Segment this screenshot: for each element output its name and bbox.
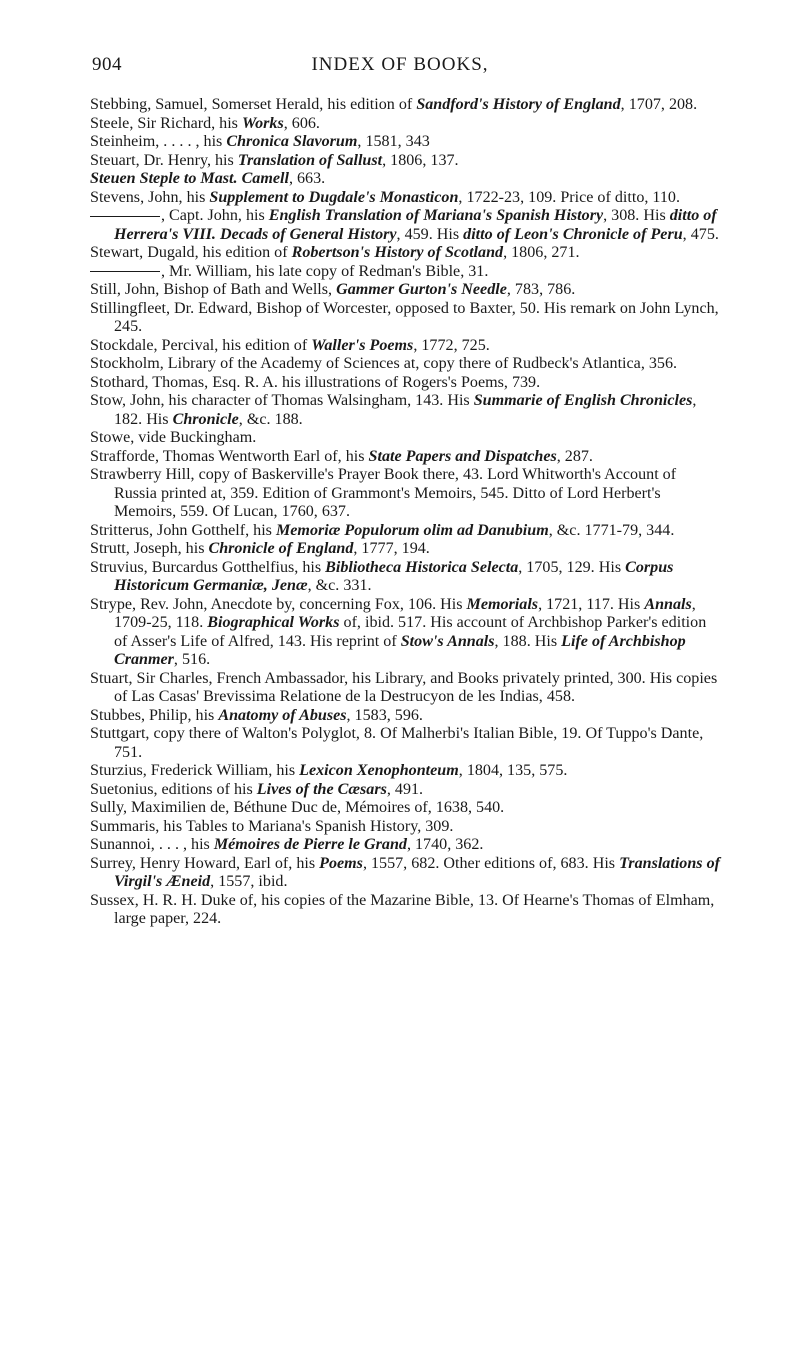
book-title: Summarie of English Chronicles — [473, 392, 693, 409]
index-entry — [90, 374, 722, 393]
entry-text: , 663. — [288, 170, 326, 187]
index-entry — [90, 781, 722, 800]
entry-text: Steele, Sir Richard, his — [90, 114, 242, 132]
book-title: Gammer Gurton's Needle — [336, 281, 507, 298]
index-entry — [90, 818, 722, 837]
book-title: Biographical Works — [207, 614, 340, 631]
book-title: Stow's Annals — [400, 632, 495, 650]
entry-text: Stubbes, Philip, his — [90, 706, 219, 724]
entry-text: Sussex, H. R. H. Duke of, his copies of the Mazarine Bible, 13. Of Hearne's Thomas of Elmham, large paper, 224. — [90, 891, 715, 927]
entry-text: Stillingfleet, Dr. Edward, Bishop of Worcester, opposed to Baxter, 50. His remark on John Lynch, 245. — [90, 299, 719, 335]
index-entry — [90, 152, 722, 171]
index-entry — [90, 429, 722, 448]
entry-text: , &c. 188. — [238, 410, 303, 428]
entry-text: Stothard, Thomas, Esq. R. A. his illustrations of Rogers's Poems, 739. — [90, 373, 541, 391]
entry-text: , 1557, 682. Other editions of, 683. His — [362, 854, 620, 872]
entry-text: Stebbing, Samuel, Somerset Herald, his edition of — [90, 96, 417, 113]
book-title: Steuen Steple to Mast. Camell — [90, 170, 289, 187]
index-entry — [90, 96, 722, 115]
index-entries — [90, 96, 722, 929]
index-entry — [90, 466, 722, 522]
entry-text: Suetonius, editions of his — [90, 780, 257, 798]
index-entry — [90, 762, 722, 781]
entry-text: , Capt. John, his — [161, 207, 269, 224]
book-title: English Translation of Mariana's Spanish History — [268, 207, 604, 224]
book-title: Waller's Poems — [311, 336, 414, 354]
entry-text: Stuttgart, copy there of Walton's Polyglot, 8. Of Malherbi's Italian Bible, 19. Of Tuppo's Dante, 751. — [90, 725, 704, 761]
book-title: Lives of the Cæsars — [256, 780, 387, 798]
entry-text: Strype, Rev. John, Anecdote by, concerning Fox, 106. His — [90, 595, 467, 613]
entry-text: of, ibid. 517. His account of Archbishop Parker's edition of Asser's Life of Alfred, 143. His reprint of — [114, 614, 707, 650]
book-title: Corpus Historicum Germaniæ, Jenæ — [114, 558, 674, 594]
entry-text: , 1722-23, 109. Price of ditto, 110. — [458, 188, 680, 206]
entry-text: , &c. 1771-79, 344. — [548, 521, 675, 539]
entry-text: , 459. His — [396, 225, 464, 243]
index-entry — [90, 725, 722, 762]
entry-text: Strafforde, Thomas Wentworth Earl of, his — [90, 447, 369, 465]
book-title: Supplement to Dugdale's Monasticon — [209, 188, 459, 206]
entry-text: Steinheim, . . . . , his — [90, 133, 227, 150]
entry-text: , 1740, 362. — [406, 836, 484, 853]
book-title: ditto of Herrera's VIII. Decads of General History — [114, 207, 717, 243]
book-title: Robertson's History of Scotland — [291, 244, 504, 261]
entry-text: Summaris, his Tables to Mariana's Spanish History, 309. — [90, 817, 454, 835]
index-entry — [90, 281, 722, 300]
book-title: Mémoires de Pierre le Grand — [213, 836, 407, 853]
book-title: Life of Archbishop Cranmer — [114, 632, 686, 668]
index-entry — [90, 355, 722, 374]
entry-text: Stritterus, John Gotthelf, his — [90, 521, 276, 539]
entry-text: Sully, Maximilien de, Béthune Duc de, Mémoires of, 1638, 540. — [90, 799, 505, 816]
entry-text: , 606. — [283, 114, 320, 132]
ditto-dash — [90, 271, 160, 272]
entry-text: , 783, 786. — [506, 281, 576, 298]
entry-text: Still, John, Bishop of Bath and Wells, — [90, 281, 337, 298]
book-title: ditto of Leon's Chronicle of Peru — [463, 225, 683, 243]
book-title: Translations of Virgil's Æneid — [114, 854, 720, 890]
entry-text: , 1772, 725. — [413, 336, 490, 354]
entry-text: Stewart, Dugald, his edition of — [90, 244, 292, 261]
entry-text: , 1707, 208. — [620, 96, 698, 113]
index-entry — [90, 836, 722, 855]
book-title: Chronicle — [172, 410, 239, 428]
index-entry — [90, 670, 722, 707]
entry-text: Stockdale, Percival, his edition of — [90, 336, 312, 354]
book-title: Chronicle of England — [208, 540, 354, 557]
entry-text: Stockholm, Library of the Academy of Sciences at, copy there of Rudbeck's Atlantica, 356. — [90, 355, 678, 372]
index-entry — [90, 337, 722, 356]
index-entry — [90, 115, 722, 134]
index-entry — [90, 263, 722, 282]
entry-text: , 1705, 129. His — [518, 558, 626, 576]
entry-text: Stuart, Sir Charles, French Ambassador, his Library, and Books privately printed, 300. His copies of Las Casas' Brevissima Relatione de la Destrucyon de les Indias, 458. — [90, 669, 718, 705]
book-title: Anatomy of Abuses — [218, 706, 347, 724]
entry-text: , 1709-25, 118. — [114, 595, 696, 631]
index-entry — [90, 133, 722, 152]
index-entry — [90, 300, 722, 337]
entry-text: , 491. — [386, 780, 424, 798]
entry-text: , 1806, 137. — [382, 151, 459, 169]
book-title: State Papers and Dispatches — [368, 447, 557, 465]
index-entry — [90, 540, 722, 559]
entry-text: , 188. His — [494, 632, 562, 650]
entry-text: , 1777, 194. — [353, 540, 430, 557]
book-title: Annals — [644, 595, 692, 613]
entry-text: , 182. His — [114, 392, 697, 428]
index-entry — [90, 707, 722, 726]
entry-text: , 308. His — [603, 207, 670, 224]
book-title: Poems — [319, 854, 363, 872]
entry-text: Strawberry Hill, copy of Baskerville's Prayer Book there, 43. Lord Whitworth's Account of Russia printed at, 359. Edition of Grammont's Memoirs, 545. Ditto of Lord Herbert's Memoirs, 559. Of Lucan, 1760, 637. — [90, 466, 677, 520]
index-entry — [90, 892, 722, 929]
index-entry — [90, 392, 722, 429]
entry-text: , 516. — [173, 651, 211, 668]
index-entry — [90, 799, 722, 818]
book-title: Memoriæ Populorum olim ad Danubium — [275, 521, 549, 539]
index-entry — [90, 522, 722, 541]
index-entry — [90, 189, 722, 208]
entry-text: , 1581, 343 — [357, 133, 430, 150]
entry-text: Stowe, vide Buckingham. — [90, 429, 257, 446]
index-entry — [90, 559, 722, 596]
book-title: Bibliotheca Historica Selecta — [325, 558, 519, 576]
book-title: Works — [241, 114, 284, 132]
book-title: Translation of Sallust — [237, 151, 383, 169]
entry-text: Steuart, Dr. Henry, his — [90, 151, 238, 169]
entry-text: Stow, John, his character of Thomas Walsingham, 143. His — [90, 392, 474, 409]
entry-text: Sunannoi, . . . , his — [90, 836, 214, 853]
entry-text: Sturzius, Frederick William, his — [90, 762, 300, 779]
index-entry — [90, 596, 722, 670]
index-entry — [90, 448, 722, 467]
entry-text: , 1804, 135, 575. — [458, 762, 568, 779]
entry-text: , 475. — [682, 225, 719, 243]
book-title: Memorials — [466, 595, 539, 613]
page-number: 904 — [92, 54, 122, 75]
index-entry — [90, 207, 722, 244]
entry-text: Stevens, John, his — [90, 188, 210, 206]
entry-text: , 1557, ibid. — [210, 873, 288, 890]
entry-text: Struvius, Burcardus Gotthelfius, his — [90, 558, 326, 576]
entry-text: , 1721, 117. His — [538, 595, 645, 613]
entry-text: , 287. — [556, 447, 593, 465]
index-entry — [90, 170, 722, 189]
running-title: INDEX OF BOOKS, — [311, 54, 489, 75]
book-title: Sandford's History of England — [416, 96, 621, 113]
index-entry — [90, 244, 722, 263]
entry-text: , 1806, 271. — [503, 244, 580, 261]
index-entry — [90, 855, 722, 892]
book-title: Lexicon Xenophonteum — [299, 762, 459, 779]
entry-text: Strutt, Joseph, his — [90, 540, 209, 557]
entry-text: Surrey, Henry Howard, Earl of, his — [90, 854, 320, 872]
ditto-dash — [90, 216, 160, 217]
entry-text: , Mr. William, his late copy of Redman's Bible, 31. — [161, 262, 489, 280]
entry-text: , &c. 331. — [307, 577, 372, 594]
book-title: Chronica Slavorum — [226, 133, 358, 150]
entry-text: , 1583, 596. — [346, 706, 423, 724]
